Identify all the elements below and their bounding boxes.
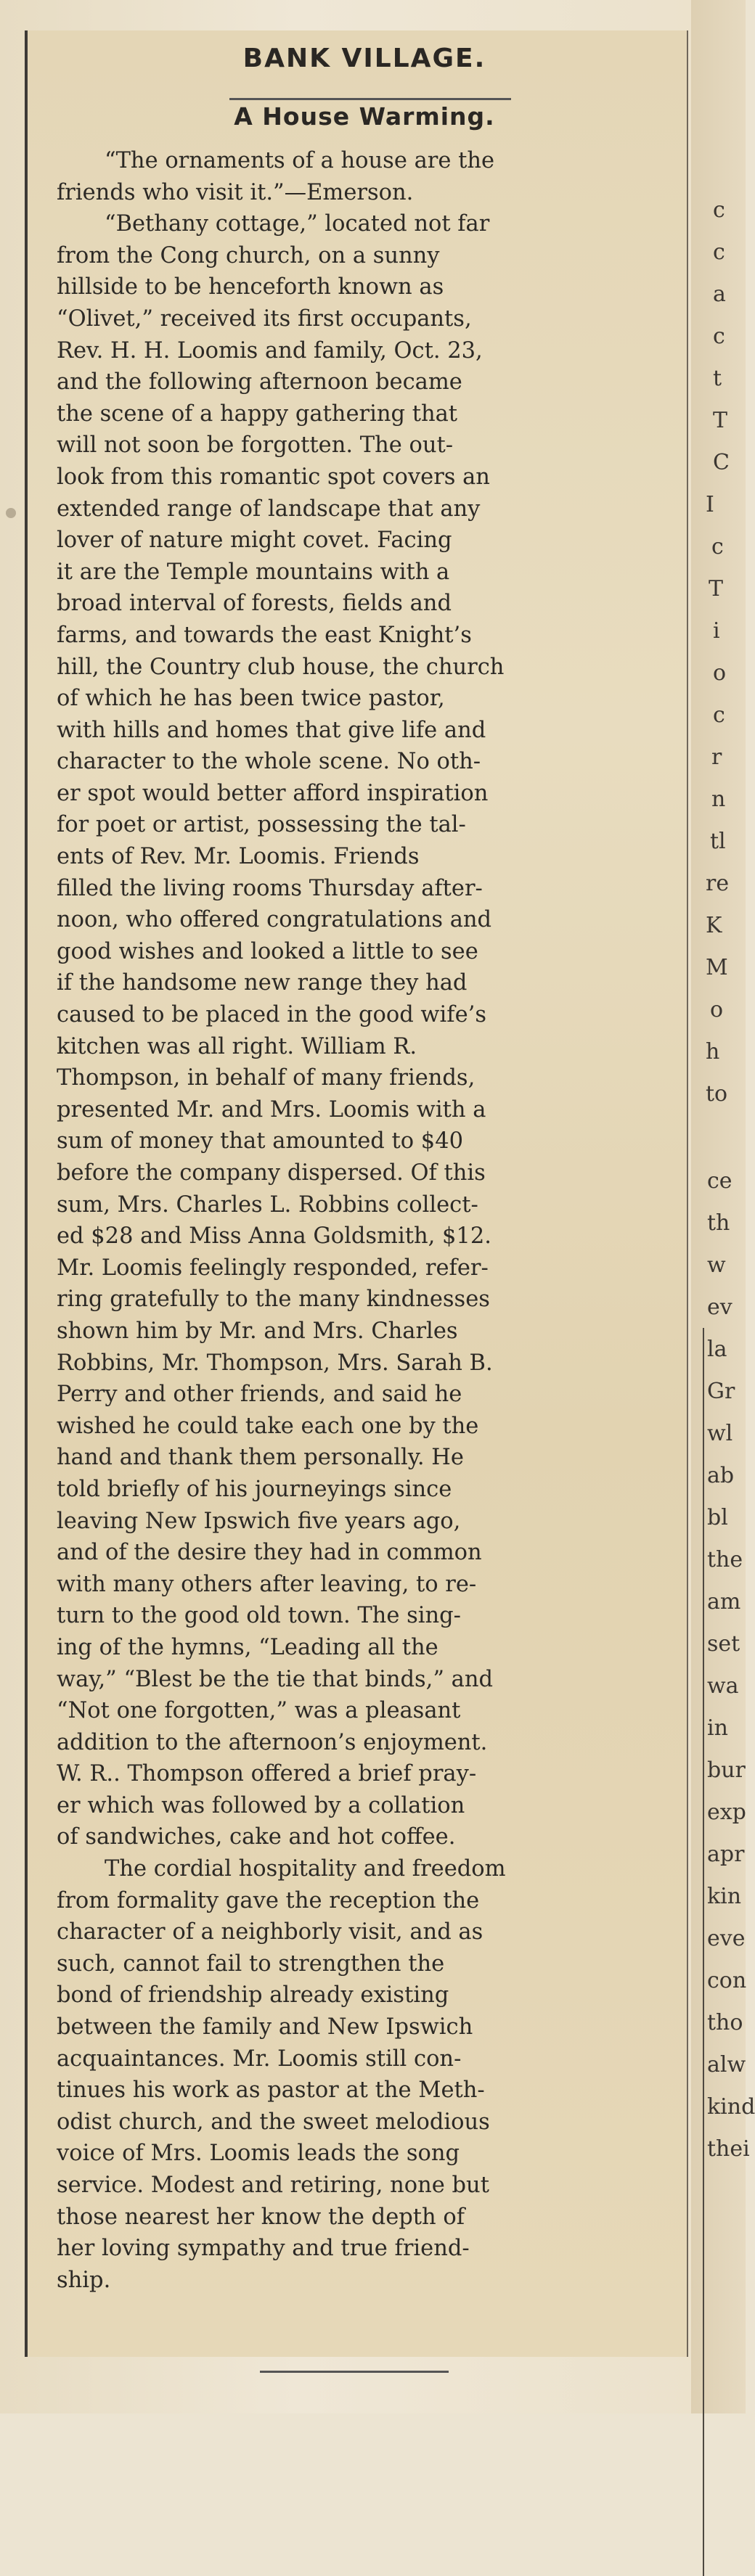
article-line: The cordial hospitality and freedom [105, 1856, 506, 1882]
adjacent-text-fragment: i [713, 618, 720, 644]
article-line: with many others after leaving, to re- [57, 1571, 477, 1597]
article-line: look from this romantic spot covers an [57, 464, 490, 490]
adjacent-text-fragment: I [706, 492, 714, 517]
adjacent-text-fragment: alw [707, 2052, 746, 2077]
adjacent-text-fragment: tho [707, 2010, 743, 2035]
article-line: presented Mr. and Mrs. Loomis with a [57, 1096, 486, 1123]
article-line: odist church, and the sweet melodious [57, 2109, 490, 2135]
article-line: er spot would better afford inspiration [57, 780, 489, 806]
article-line: if the handsome new range they had [57, 970, 468, 996]
article-line: noon, who offered congratulations and [57, 907, 492, 933]
clipping-content [57, 30, 672, 2296]
adjacent-text-fragment: bur [707, 1757, 746, 1783]
article-line: before the company dispersed. Of this [57, 1160, 486, 1186]
adjacent-text-fragment: o [713, 660, 727, 686]
adjacent-text-fragment: K [706, 913, 722, 938]
article-line: ing of the hymns, “Leading all the [57, 1634, 438, 1660]
article-line: ring gratefully to the many kindnesses [57, 1287, 490, 1313]
article-line: extended range of landscape that any [57, 496, 481, 522]
adjacent-text-fragment: ev [707, 1295, 732, 1320]
article-line: character to the whole scene. No oth- [57, 749, 481, 775]
adjacent-text-fragment: th [707, 1210, 730, 1236]
article-line: way,” “Blest be the tie that binds,” and [57, 1666, 494, 1692]
article-line: from formality gave the reception the [57, 1887, 480, 1913]
article-line: ship. [57, 2267, 111, 2293]
article-line: sum, Mrs. Charles L. Robbins collect- [57, 1191, 478, 1218]
article-line: shown him by Mr. and Mrs. Charles [57, 1318, 458, 1344]
adjacent-text-fragment: la [707, 1337, 727, 1362]
adjacent-text-fragment: n [711, 787, 726, 812]
adjacent-text-fragment: re [706, 871, 730, 896]
adjacent-text-fragment: the [707, 1547, 743, 1572]
adjacent-text-fragment: c [713, 239, 725, 265]
article-line: turn to the good old town. The sing- [57, 1603, 461, 1629]
article-line: ed $28 and Miss Anna Goldsmith, $12. [57, 1223, 491, 1250]
article-line: addition to the afternoon’s enjoyment. [57, 1729, 488, 1755]
article-line: hillside to be henceforth known as [57, 274, 444, 300]
article-line: with hills and homes that give life and [57, 717, 486, 743]
adjacent-text-fragment: a [713, 282, 726, 307]
adjacent-text-fragment: T [709, 576, 724, 602]
article-body [57, 145, 672, 2296]
article-line: ents of Rev. Mr. Loomis. Friends [57, 844, 420, 870]
adjacent-clipping-border [703, 1328, 704, 2576]
article-line: between the family and New Ipswich [57, 2014, 473, 2040]
adjacent-text-fragment: tl [710, 829, 726, 854]
article-line: er which was followed by a collation [57, 1792, 465, 1818]
adjacent-text-fragment: c [711, 534, 724, 559]
article-line: caused to be placed in the good wife’s [57, 1002, 486, 1028]
adjacent-text-fragment: Gr [707, 1379, 735, 1404]
adjacent-text-fragment: wa [707, 1673, 739, 1699]
article-line: W. R.. Thompson offered a brief pray- [57, 1761, 477, 1787]
adjacent-text-fragment: set [707, 1631, 740, 1657]
article-line: such, cannot fail to strengthen the [57, 1951, 445, 1977]
article-line: filled the living rooms Thursday after- [57, 875, 483, 901]
article-line: will not soon be forgotten. The out- [57, 432, 454, 459]
article-line: Thompson, in behalf of many friends, [57, 1065, 476, 1091]
adjacent-text-fragment: apr [707, 1842, 745, 1867]
adjacent-clipping-fragment [691, 0, 755, 2413]
newspaper-clipping [25, 30, 688, 2357]
adjacent-text-fragment: to [706, 1081, 728, 1107]
adjacent-text-fragment: bl [707, 1505, 728, 1530]
article-headline: A House Warming. [234, 102, 495, 131]
adjacent-text-fragment: am [707, 1589, 741, 1615]
article-line: friends who visit it.”—Emerson. [57, 179, 414, 205]
article-line: wished he could take each one by the [57, 1413, 479, 1439]
article-line: “The ornaments of a house are the [105, 148, 495, 173]
adjacent-text-fragment: in [707, 1715, 728, 1741]
article-line: it are the Temple mountains with a [57, 559, 450, 585]
article-line: her loving sympathy and true friend- [57, 2236, 470, 2262]
article-line: told briefly of his journeyings since [57, 1476, 452, 1502]
article-line: broad interval of forests, fields and [57, 591, 452, 617]
article-line: Robbins, Mr. Thompson, Mrs. Sarah B. [57, 1350, 493, 1376]
article-line: “Olivet,” received its first occupants, [57, 305, 472, 332]
adjacent-text-fragment: wl [707, 1421, 733, 1446]
article-line: acquaintances. Mr. Loomis still con- [57, 2046, 462, 2072]
article-line: and of the desire they had in common [57, 1540, 482, 1566]
article-line: those nearest her know the depth of [57, 2204, 465, 2230]
article-line: Mr. Loomis feelingly responded, refer- [57, 1255, 489, 1281]
article-line: kitchen was all right. William R. [57, 1033, 417, 1059]
article-line: lover of nature might covet. Facing [57, 528, 452, 554]
adjacent-text-fragment: ce [707, 1168, 732, 1194]
article-line: character of a neighborly visit, and as [57, 1919, 483, 1945]
adjacent-text-fragment: w [707, 1252, 726, 1278]
article-line: from the Cong church, on a sunny [57, 242, 440, 268]
adjacent-text-fragment: t [713, 366, 722, 391]
article-line: leaving New Ipswich five years ago, [57, 1508, 461, 1534]
end-rule [260, 2371, 449, 2373]
adjacent-text-fragment: kin [707, 1884, 742, 1909]
article-line: “Bethany cottage,” located not far [105, 211, 490, 237]
article-line: Rev. H. H. Loomis and family, Oct. 23, [57, 337, 483, 364]
article-line: hand and thank them personally. He [57, 1445, 464, 1471]
article-line: good wishes and looked a little to see [57, 938, 478, 964]
article-line: Perry and other friends, and said he [57, 1382, 462, 1408]
article-line: “Not one forgotten,” was a pleasant [57, 1698, 461, 1724]
article-line: hill, the Country club house, the church [57, 654, 505, 680]
column-heading: BANK VILLAGE. [242, 44, 486, 73]
article-line: of sandwiches, cake and hot coffee. [57, 1824, 456, 1850]
article-line: bond of friendship already existing [57, 1982, 449, 2009]
adjacent-text-fragment: h [706, 1039, 720, 1065]
adjacent-text-fragment: thei [707, 2136, 750, 2162]
article-line: sum of money that amounted to $40 [57, 1128, 464, 1154]
adjacent-text-fragment: c [713, 197, 725, 223]
adjacent-text-fragment: exp [707, 1800, 746, 1825]
adjacent-text-fragment: T [713, 408, 728, 433]
article-line: for poet or artist, possessing the tal- [57, 812, 466, 838]
adjacent-text-fragment: C [713, 450, 730, 475]
article-line: voice of Mrs. Loomis leads the song [57, 2141, 460, 2167]
article-line: the scene of a happy gathering that [57, 401, 458, 427]
adjacent-text-fragment: ab [707, 1463, 735, 1488]
paper-mark [6, 508, 16, 518]
adjacent-text-fragment: eve [707, 1926, 746, 1951]
adjacent-text-fragment: c [713, 702, 725, 728]
adjacent-text-fragment: con [707, 1968, 747, 1993]
article-line: tinues his work as pastor at the Meth- [57, 2077, 485, 2104]
adjacent-text-fragment: kind [707, 2094, 755, 2120]
adjacent-text-fragment: r [711, 745, 722, 770]
adjacent-text-fragment: o [710, 997, 724, 1022]
adjacent-text-fragment: M [706, 955, 728, 980]
adjacent-text-fragment: c [713, 324, 725, 349]
article-line: service. Modest and retiring, none but [57, 2173, 489, 2198]
article-line: of which he has been twice pastor, [57, 686, 445, 712]
article-line: farms, and towards the east Knight’s [57, 622, 472, 648]
article-line: and the following afternoon became [57, 369, 462, 395]
